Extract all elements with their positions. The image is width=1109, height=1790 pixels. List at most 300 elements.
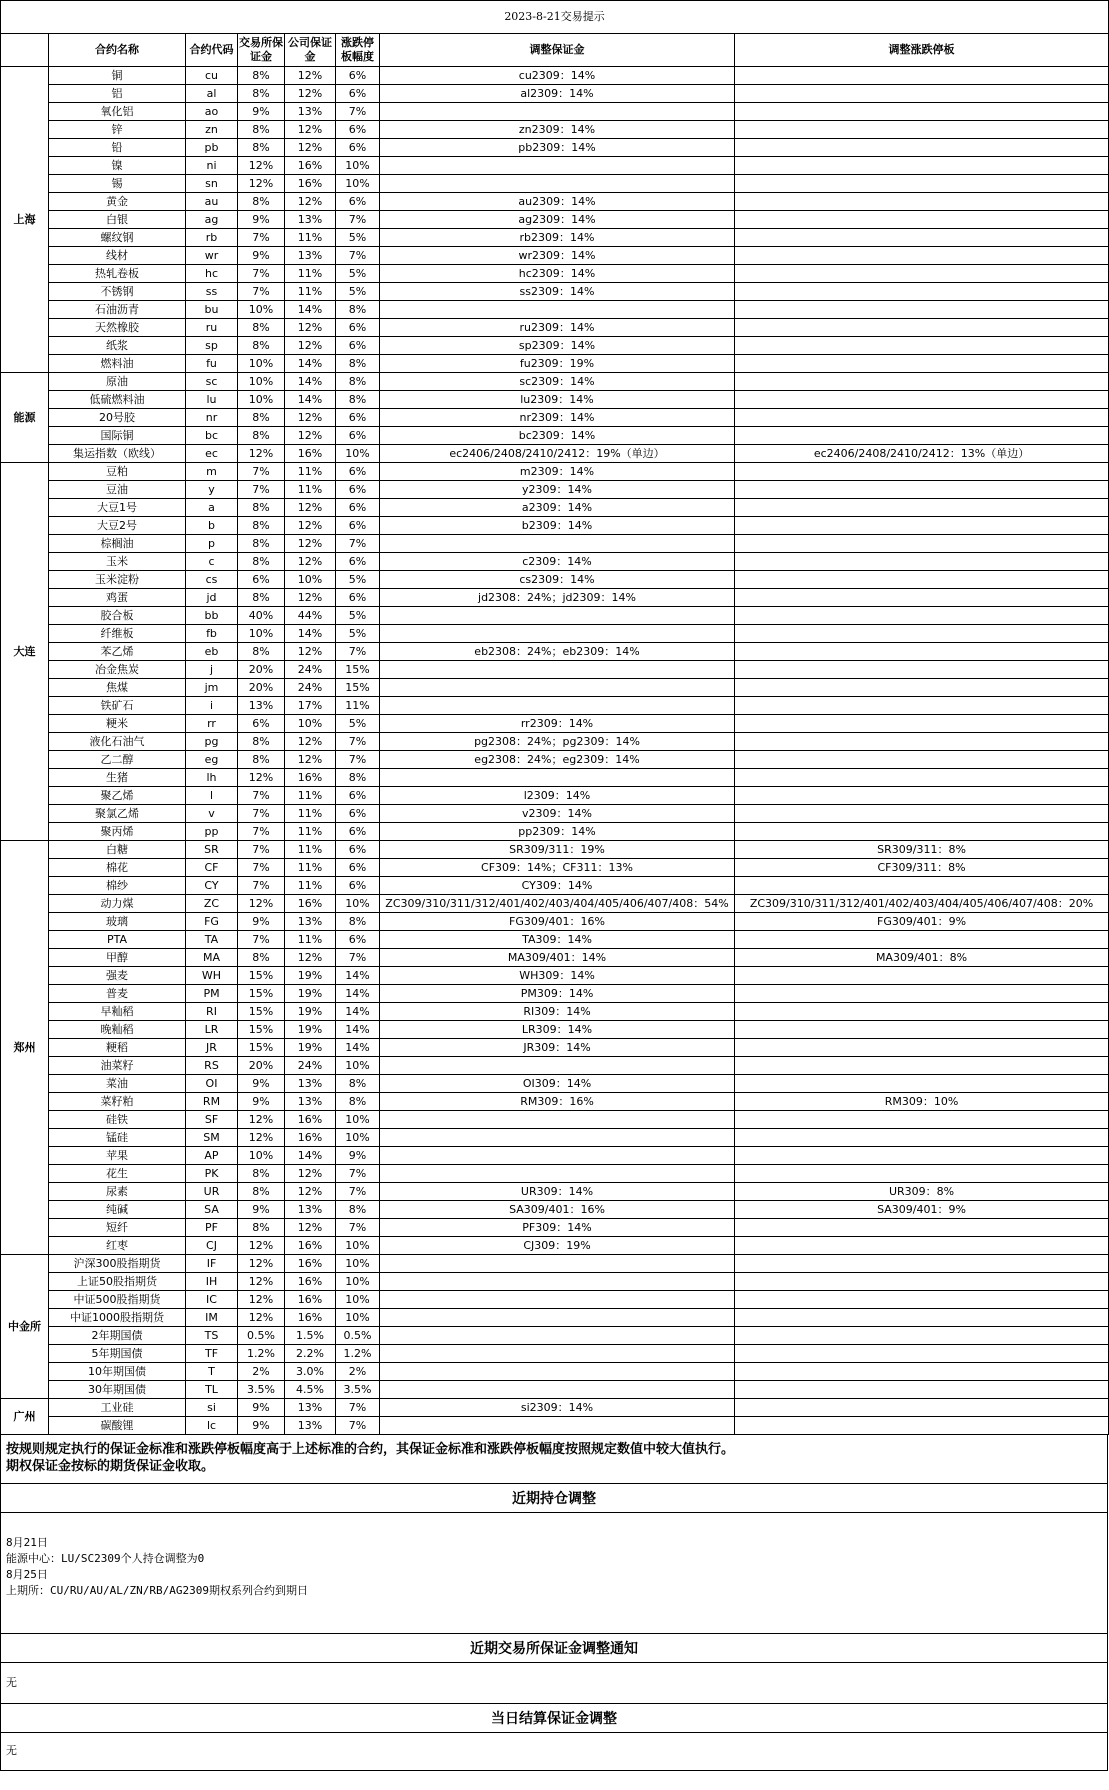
adjust-margin-cell: eb2308：24%；eb2309：14% — [380, 643, 735, 661]
table-row — [1, 481, 1109, 499]
company-margin-cell: 14% — [285, 373, 336, 391]
adjust-margin-cell — [380, 301, 735, 319]
adjust-margin-cell: LR309：14% — [380, 1021, 735, 1039]
contract-code-cell: zn — [186, 121, 238, 139]
adjust-margin-cell — [380, 1327, 735, 1345]
company-margin-cell: 13% — [285, 1417, 336, 1435]
table-row — [1, 877, 1109, 895]
adjust-limit-cell — [735, 319, 1109, 337]
header-blank — [1, 34, 49, 67]
adjust-margin-cell: RI309：14% — [380, 1003, 735, 1021]
adjust-margin-cell — [380, 1129, 735, 1147]
adjust-margin-cell: pp2309：14% — [380, 823, 735, 841]
exchange-margin-cell: 20% — [238, 661, 285, 679]
table-row — [1, 1201, 1109, 1219]
adjust-margin-cell: SR309/311：19% — [380, 841, 735, 859]
contract-name-cell: 早籼稻 — [49, 1003, 186, 1021]
company-margin-cell: 24% — [285, 679, 336, 697]
position-line: 能源中心：LU/SC2309个人持仓调整为0 — [6, 1552, 205, 1565]
limit-range-cell: 10% — [336, 445, 380, 463]
adjust-limit-cell — [735, 1219, 1109, 1237]
contract-code-cell: SF — [186, 1111, 238, 1129]
contract-code-cell: TA — [186, 931, 238, 949]
table-row — [1, 247, 1109, 265]
adjust-margin-cell: fu2309：19% — [380, 355, 735, 373]
limit-range-cell: 8% — [336, 1075, 380, 1093]
contract-name-cell: 粳米 — [49, 715, 186, 733]
contract-name-cell: 纯碱 — [49, 1201, 186, 1219]
adjust-margin-cell: ss2309：14% — [380, 283, 735, 301]
adjust-margin-cell — [380, 697, 735, 715]
table-row — [1, 967, 1109, 985]
exchange-margin-cell: 7% — [238, 463, 285, 481]
adjust-limit-cell — [735, 985, 1109, 1003]
settle-margin-body — [0, 1733, 1108, 1771]
adjust-limit-cell — [735, 535, 1109, 553]
position-line: 8月25日 — [6, 1568, 48, 1581]
company-margin-cell: 11% — [285, 463, 336, 481]
adjust-margin-cell: al2309：14% — [380, 85, 735, 103]
adjust-margin-cell: sc2309：14% — [380, 373, 735, 391]
adjust-limit-cell — [735, 1237, 1109, 1255]
contract-name-cell: PTA — [49, 931, 186, 949]
table-row — [1, 679, 1109, 697]
contract-name-cell: 氧化铝 — [49, 103, 186, 121]
limit-range-cell: 6% — [336, 67, 380, 85]
adjust-margin-cell: v2309：14% — [380, 805, 735, 823]
adjust-limit-cell — [735, 193, 1109, 211]
contract-name-cell: 中证500股指期货 — [49, 1291, 186, 1309]
company-margin-cell: 19% — [285, 967, 336, 985]
contract-code-cell: UR — [186, 1183, 238, 1201]
adjust-limit-cell — [735, 967, 1109, 985]
contract-name-cell: 玻璃 — [49, 913, 186, 931]
exchange-margin-cell: 12% — [238, 1255, 285, 1273]
company-margin-cell: 14% — [285, 625, 336, 643]
contract-code-cell: IM — [186, 1309, 238, 1327]
table-row — [1, 85, 1109, 103]
contract-code-cell: SR — [186, 841, 238, 859]
adjust-margin-cell: wr2309：14% — [380, 247, 735, 265]
adjust-limit-cell — [735, 1057, 1109, 1075]
exchange-margin-cell: 8% — [238, 85, 285, 103]
contract-code-cell: v — [186, 805, 238, 823]
limit-range-cell: 14% — [336, 985, 380, 1003]
table-row — [1, 733, 1109, 751]
company-margin-cell: 11% — [285, 931, 336, 949]
contract-code-cell: ru — [186, 319, 238, 337]
exchange-margin-cell: 8% — [238, 139, 285, 157]
company-margin-cell: 12% — [285, 1183, 336, 1201]
exchange-margin-cell: 12% — [238, 1129, 285, 1147]
exchange-margin-cell: 8% — [238, 337, 285, 355]
company-margin-cell: 12% — [285, 517, 336, 535]
contract-code-cell: eb — [186, 643, 238, 661]
adjust-limit-cell — [735, 481, 1109, 499]
header-company-margin: 公司保证金 — [285, 34, 336, 67]
adjust-limit-cell — [735, 355, 1109, 373]
contract-code-cell: sn — [186, 175, 238, 193]
exchange-margin-cell: 12% — [238, 769, 285, 787]
page-title: 2023-8-21交易提示 — [1, 1, 1109, 34]
table-row — [1, 373, 1109, 391]
exchange-cell: 能源 — [1, 373, 49, 463]
adjust-margin-cell: SA309/401：16% — [380, 1201, 735, 1219]
adjust-margin-cell — [380, 1165, 735, 1183]
company-margin-cell: 13% — [285, 1093, 336, 1111]
contract-name-cell: 大豆2号 — [49, 517, 186, 535]
limit-range-cell: 6% — [336, 139, 380, 157]
contract-code-cell: OI — [186, 1075, 238, 1093]
table-row — [1, 751, 1109, 769]
adjust-limit-cell — [735, 517, 1109, 535]
company-margin-cell: 12% — [285, 121, 336, 139]
exchange-margin-cell: 10% — [238, 391, 285, 409]
contract-name-cell: 白银 — [49, 211, 186, 229]
company-margin-cell: 11% — [285, 841, 336, 859]
adjust-margin-cell — [380, 1309, 735, 1327]
company-margin-cell: 12% — [285, 67, 336, 85]
contract-name-cell: 苹果 — [49, 1147, 186, 1165]
exchange-margin-cell: 15% — [238, 1003, 285, 1021]
company-margin-cell: 11% — [285, 229, 336, 247]
contract-name-cell: 棕榈油 — [49, 535, 186, 553]
contract-name-cell: 焦煤 — [49, 679, 186, 697]
limit-range-cell: 6% — [336, 427, 380, 445]
table-row — [1, 535, 1109, 553]
exchange-margin-cell: 7% — [238, 931, 285, 949]
table-row — [1, 463, 1109, 481]
contract-name-cell: 聚氯乙烯 — [49, 805, 186, 823]
contract-code-cell: ao — [186, 103, 238, 121]
contract-code-cell: al — [186, 85, 238, 103]
adjust-limit-cell — [735, 787, 1109, 805]
company-margin-cell: 14% — [285, 391, 336, 409]
table-row — [1, 571, 1109, 589]
adjust-limit-cell — [735, 1075, 1109, 1093]
contract-name-cell: 大豆1号 — [49, 499, 186, 517]
contract-name-cell: 中证1000股指期货 — [49, 1309, 186, 1327]
limit-range-cell: 8% — [336, 373, 380, 391]
table-row — [1, 1057, 1109, 1075]
company-margin-cell: 3.0% — [285, 1363, 336, 1381]
exchange-margin-notice-title: 近期交易所保证金调整通知 — [0, 1633, 1108, 1663]
company-margin-cell: 17% — [285, 697, 336, 715]
adjust-margin-cell: eg2308：24%；eg2309：14% — [380, 751, 735, 769]
exchange-margin-cell: 12% — [238, 1111, 285, 1129]
adjust-limit-cell — [735, 373, 1109, 391]
exchange-margin-cell: 7% — [238, 823, 285, 841]
adjust-margin-cell: nr2309：14% — [380, 409, 735, 427]
limit-range-cell: 14% — [336, 1003, 380, 1021]
adjust-margin-cell — [380, 1345, 735, 1363]
contract-code-cell: JR — [186, 1039, 238, 1057]
contract-code-cell: fb — [186, 625, 238, 643]
exchange-margin-cell: 8% — [238, 1183, 285, 1201]
table-row — [1, 697, 1109, 715]
adjust-limit-cell — [735, 103, 1109, 121]
adjust-limit-cell — [735, 697, 1109, 715]
contract-code-cell: eg — [186, 751, 238, 769]
exchange-margin-cell: 8% — [238, 193, 285, 211]
company-margin-cell: 12% — [285, 427, 336, 445]
contract-name-cell: 菜油 — [49, 1075, 186, 1093]
table-row — [1, 337, 1109, 355]
company-margin-cell: 16% — [285, 1111, 336, 1129]
table-row — [1, 805, 1109, 823]
company-margin-cell: 11% — [285, 877, 336, 895]
adjust-margin-cell: TA309：14% — [380, 931, 735, 949]
adjust-margin-cell: sp2309：14% — [380, 337, 735, 355]
adjust-limit-cell: CF309/311：8% — [735, 859, 1109, 877]
company-margin-cell: 12% — [285, 85, 336, 103]
company-margin-cell: 12% — [285, 193, 336, 211]
limit-range-cell: 10% — [336, 1291, 380, 1309]
limit-range-cell: 6% — [336, 481, 380, 499]
table-row — [1, 1219, 1109, 1237]
exchange-margin-cell: 12% — [238, 1309, 285, 1327]
company-margin-cell: 11% — [285, 805, 336, 823]
adjust-margin-cell: OI309：14% — [380, 1075, 735, 1093]
contract-name-cell: 玉米淀粉 — [49, 571, 186, 589]
company-margin-cell: 24% — [285, 661, 336, 679]
limit-range-cell: 7% — [336, 247, 380, 265]
contract-code-cell: wr — [186, 247, 238, 265]
contract-name-cell: 动力煤 — [49, 895, 186, 913]
contract-code-cell: IF — [186, 1255, 238, 1273]
contract-name-cell: 30年期国债 — [49, 1381, 186, 1399]
contract-name-cell: 铅 — [49, 139, 186, 157]
adjust-margin-cell — [380, 1417, 735, 1435]
exchange-margin-cell: 8% — [238, 751, 285, 769]
contract-code-cell: lc — [186, 1417, 238, 1435]
company-margin-cell: 12% — [285, 733, 336, 751]
adjust-limit-cell — [735, 931, 1109, 949]
contract-code-cell: cu — [186, 67, 238, 85]
exchange-margin-cell: 15% — [238, 1039, 285, 1057]
company-margin-cell: 12% — [285, 337, 336, 355]
adjust-limit-cell — [735, 1399, 1109, 1417]
limit-range-cell: 8% — [336, 1201, 380, 1219]
exchange-margin-cell: 12% — [238, 1237, 285, 1255]
contract-name-cell: 锡 — [49, 175, 186, 193]
adjust-limit-cell — [735, 337, 1109, 355]
company-margin-cell: 12% — [285, 553, 336, 571]
table-row — [1, 823, 1109, 841]
adjust-limit-cell — [735, 1309, 1109, 1327]
adjust-margin-cell: JR309：14% — [380, 1039, 735, 1057]
exchange-margin-cell: 20% — [238, 679, 285, 697]
adjust-limit-cell — [735, 877, 1109, 895]
exchange-margin-cell: 7% — [238, 265, 285, 283]
exchange-margin-cell: 15% — [238, 967, 285, 985]
limit-range-cell: 6% — [336, 787, 380, 805]
company-margin-cell: 10% — [285, 571, 336, 589]
contract-code-cell: j — [186, 661, 238, 679]
adjust-margin-cell — [380, 1381, 735, 1399]
exchange-margin-cell: 7% — [238, 841, 285, 859]
company-margin-cell: 12% — [285, 139, 336, 157]
table-row — [1, 931, 1109, 949]
contract-code-cell: p — [186, 535, 238, 553]
contract-code-cell: jd — [186, 589, 238, 607]
adjust-limit-cell — [735, 1381, 1109, 1399]
contract-name-cell: 乙二醇 — [49, 751, 186, 769]
contract-name-cell: 白糖 — [49, 841, 186, 859]
adjust-margin-cell: au2309：14% — [380, 193, 735, 211]
contract-code-cell: SA — [186, 1201, 238, 1219]
limit-range-cell: 10% — [336, 1237, 380, 1255]
header-contract-name: 合约名称 — [49, 34, 186, 67]
adjust-limit-cell — [735, 85, 1109, 103]
contract-name-cell: 豆油 — [49, 481, 186, 499]
company-margin-cell: 12% — [285, 643, 336, 661]
contract-name-cell: 胶合板 — [49, 607, 186, 625]
contract-code-cell: FG — [186, 913, 238, 931]
table-row — [1, 1237, 1109, 1255]
adjust-margin-cell: pb2309：14% — [380, 139, 735, 157]
company-margin-cell: 13% — [285, 211, 336, 229]
adjust-limit-cell — [735, 1273, 1109, 1291]
contract-code-cell: RM — [186, 1093, 238, 1111]
rule-note — [0, 1435, 1108, 1483]
table-row — [1, 1417, 1109, 1435]
table-row — [1, 229, 1109, 247]
contract-name-cell: 液化石油气 — [49, 733, 186, 751]
company-margin-cell: 16% — [285, 1129, 336, 1147]
limit-range-cell: 10% — [336, 1111, 380, 1129]
table-row — [1, 139, 1109, 157]
adjust-margin-cell — [380, 175, 735, 193]
adjust-margin-cell: hc2309：14% — [380, 265, 735, 283]
company-margin-cell: 12% — [285, 499, 336, 517]
adjust-limit-cell — [735, 301, 1109, 319]
limit-range-cell: 9% — [336, 1147, 380, 1165]
table-row — [1, 157, 1109, 175]
adjust-limit-cell — [735, 1165, 1109, 1183]
contract-name-cell: 碳酸锂 — [49, 1417, 186, 1435]
limit-range-cell: 6% — [336, 859, 380, 877]
contract-name-cell: 铁矿石 — [49, 697, 186, 715]
contract-name-cell: 铜 — [49, 67, 186, 85]
adjust-limit-cell — [735, 679, 1109, 697]
header-row — [1, 34, 1109, 67]
company-margin-cell: 11% — [285, 265, 336, 283]
table-row — [1, 193, 1109, 211]
exchange-margin-cell: 3.5% — [238, 1381, 285, 1399]
contract-code-cell: sp — [186, 337, 238, 355]
contract-name-cell: 苯乙烯 — [49, 643, 186, 661]
limit-range-cell: 7% — [336, 535, 380, 553]
contract-code-cell: T — [186, 1363, 238, 1381]
company-margin-cell: 13% — [285, 247, 336, 265]
contract-name-cell: 工业硅 — [49, 1399, 186, 1417]
adjust-margin-cell: ru2309：14% — [380, 319, 735, 337]
limit-range-cell: 10% — [336, 1129, 380, 1147]
adjust-margin-cell: cu2309：14% — [380, 67, 735, 85]
adjust-limit-cell — [735, 1039, 1109, 1057]
limit-range-cell: 8% — [336, 391, 380, 409]
contract-name-cell: 鸡蛋 — [49, 589, 186, 607]
adjust-margin-cell — [380, 1111, 735, 1129]
limit-range-cell: 10% — [336, 895, 380, 913]
limit-range-cell: 6% — [336, 517, 380, 535]
exchange-margin-cell: 9% — [238, 1399, 285, 1417]
limit-range-cell: 5% — [336, 265, 380, 283]
contract-name-cell: 20号胶 — [49, 409, 186, 427]
company-margin-cell: 14% — [285, 301, 336, 319]
contract-code-cell: pb — [186, 139, 238, 157]
adjust-margin-cell: y2309：14% — [380, 481, 735, 499]
contract-code-cell: y — [186, 481, 238, 499]
adjust-margin-cell — [380, 679, 735, 697]
exchange-margin-cell: 13% — [238, 697, 285, 715]
exchange-margin-notice-text: 无 — [6, 1676, 17, 1689]
adjust-limit-cell — [735, 409, 1109, 427]
adjust-margin-cell: b2309：14% — [380, 517, 735, 535]
contract-code-cell: PF — [186, 1219, 238, 1237]
exchange-margin-cell: 8% — [238, 535, 285, 553]
company-margin-cell: 12% — [285, 1219, 336, 1237]
contract-code-cell: l — [186, 787, 238, 805]
contract-name-cell: 5年期国债 — [49, 1345, 186, 1363]
adjust-limit-cell: RM309：10% — [735, 1093, 1109, 1111]
contract-name-cell: 螺纹钢 — [49, 229, 186, 247]
exchange-margin-cell: 6% — [238, 571, 285, 589]
adjust-limit-cell — [735, 823, 1109, 841]
company-margin-cell: 1.5% — [285, 1327, 336, 1345]
exchange-margin-cell: 9% — [238, 1093, 285, 1111]
adjust-limit-cell — [735, 1111, 1109, 1129]
table-row — [1, 1165, 1109, 1183]
company-margin-cell: 13% — [285, 1075, 336, 1093]
table-row — [1, 427, 1109, 445]
adjust-limit-cell: SR309/311：8% — [735, 841, 1109, 859]
table-row — [1, 1309, 1109, 1327]
table-row — [1, 409, 1109, 427]
contract-code-cell: m — [186, 463, 238, 481]
company-margin-cell: 2.2% — [285, 1345, 336, 1363]
adjust-margin-cell: CJ309：19% — [380, 1237, 735, 1255]
table-row — [1, 1039, 1109, 1057]
adjust-margin-cell — [380, 769, 735, 787]
exchange-margin-cell: 10% — [238, 1147, 285, 1165]
limit-range-cell: 7% — [336, 103, 380, 121]
adjust-margin-cell — [380, 607, 735, 625]
table-row — [1, 1345, 1109, 1363]
company-margin-cell: 13% — [285, 103, 336, 121]
header-contract-code: 合约代码 — [186, 34, 238, 67]
company-margin-cell: 16% — [285, 1273, 336, 1291]
adjust-limit-cell — [735, 121, 1109, 139]
contract-code-cell: ag — [186, 211, 238, 229]
exchange-margin-cell: 9% — [238, 913, 285, 931]
contract-code-cell: MA — [186, 949, 238, 967]
company-margin-cell: 13% — [285, 1201, 336, 1219]
adjust-limit-cell — [735, 175, 1109, 193]
adjust-margin-cell: MA309/401：14% — [380, 949, 735, 967]
contract-name-cell: 铝 — [49, 85, 186, 103]
limit-range-cell: 6% — [336, 823, 380, 841]
company-margin-cell: 14% — [285, 355, 336, 373]
contract-name-cell: 锌 — [49, 121, 186, 139]
company-margin-cell: 12% — [285, 589, 336, 607]
contract-name-cell: 生猪 — [49, 769, 186, 787]
adjust-limit-cell — [735, 751, 1109, 769]
limit-range-cell: 1.2% — [336, 1345, 380, 1363]
contract-name-cell: 不锈钢 — [49, 283, 186, 301]
company-margin-cell: 12% — [285, 319, 336, 337]
